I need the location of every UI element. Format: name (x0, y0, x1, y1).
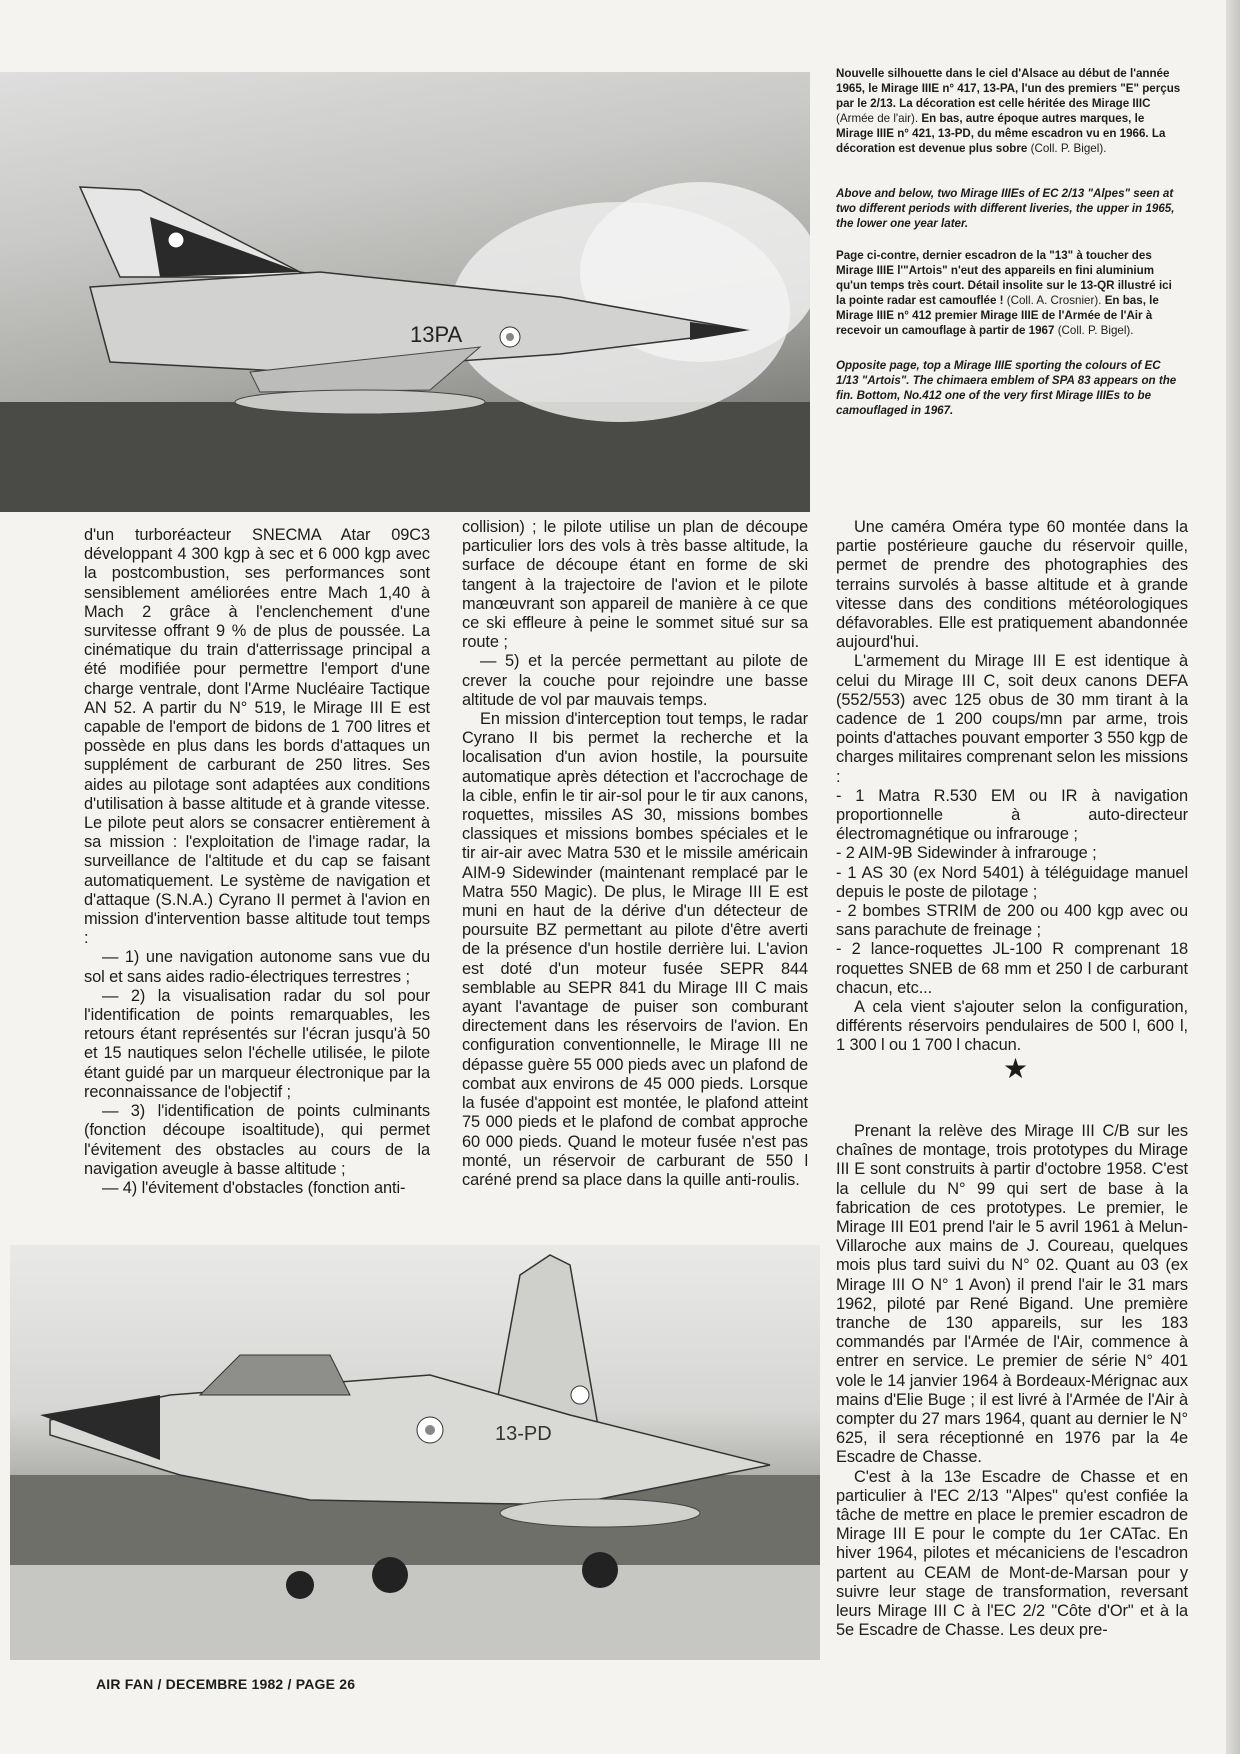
aircraft-marking-13pa: 13PA (410, 322, 463, 347)
list-item: - 2 bombes STRIM de 200 ou 400 kgp avec ou sans parachute de freinage ; (836, 902, 1188, 940)
caption-credit: (Coll. P. Bigel). (1030, 142, 1107, 155)
caption-english-1: Above and below, two Mirage IIIEs of EC 2/13 "Alpes" seen at two different periods with different liveries, the upper in 1965, the lower one year later. (836, 187, 1175, 230)
star-icon: ★ (1003, 1053, 1029, 1084)
article-column-2 (462, 518, 808, 1190)
paragraph: Une caméra Oméra type 60 montée dans la partie postérieure gauche du réservoir quille, permet de prendre des photographies des terrains survolés à basse altitude et à grande vitesse dans des conditions météorologiques défavorables. Elle est pratiquement abandonnée aujourd'hui. (836, 518, 1188, 652)
paragraph: Prenant la relève des Mirage III C/B sur les chaînes de montage, trois prototypes du Mirage III E sont construits à partir d'octobre 1958. C'est la cellule du N° 99 qui sert de base à la fabrication de ces prototypes. Le premier, le Mirage III E01 prend l'air le 5 avril 1961 à Melun-Villaroche aux mains de J. Coureau, quelques mois plus tard suivi du N° 02. Quant au 03 (ex Mirage III O N° 1 Avon) il prend l'air le 31 mars 1962, piloté par René Bigand. Une première tranche de 130 appareils, sur les 183 commandés par l'Armée de l'Air, commence à entrer en service. Le premier de série N° 401 vole le 14 janvier 1964 à Bordeaux-Mérignac aux mains d'Elie Buge ; il est livré à l'Armée de l'Air à compter du 27 mars 1964, quant au dernier le N° 625, il sera réceptionné en 1976 par la 4e Escadre de Chasse. (836, 1122, 1188, 1467)
list-item: - 2 AIM-9B Sidewinder à infrarouge ; (836, 844, 1097, 863)
caption-english-2: Opposite page, top a Mirage IIIE sporting the colours of EC 1/13 "Artois". The chimaera emblem of SPA 83 appears on the fin. Bottom, No.412 one of the very first Mirage IIIEs to be camouflaged in 1967. (836, 359, 1177, 417)
caption-credit: (Coll. P. Bigel). (1057, 324, 1134, 337)
paragraph: — 5) et la percée permettant au pilote de crever la couche pour rejoindre une basse altitude de vol par mauvais temps. (462, 652, 808, 709)
aircraft-marking-13pd: 13-PD (495, 1423, 552, 1445)
photo-mirage-13pd-on-ground (10, 1245, 820, 1660)
caption-text: En bas, autre époque autres marques, le Mirage IIIE n° 421, 13-PD, du même escadron vu en 1966. La décoration est devenue plus sobre (836, 112, 1166, 155)
list-item: - 1 AS 30 (ex Nord 5401) à téléguidage manuel depuis le poste de pilotage ; (836, 863, 1188, 901)
aircraft-illustration (10, 1245, 820, 1660)
paragraph: L'armement du Mirage III E est identique à celui du Mirage III C, soit deux canons DEFA (552/553) avec 125 obus de 30 mm tirant à la cadence de 1 200 coups/mn par arme, trois points d'attaches pouvant emporter 3 550 kgp de charges militaires comprenant selon les missions : (836, 652, 1188, 786)
photo-mirage-13pa-in-flight (0, 72, 810, 512)
caption-credit: (Armée de l'air). (836, 112, 919, 125)
page-edge (1226, 0, 1240, 1754)
aircraft-illustration (0, 72, 810, 512)
caption-text: Nouvelle silhouette dans le ciel d'Alsace au début de l'année 1965, le Mirage IIIE n° 417, 13-PA, l'un des premiers "E" perçus par le 2/13. La décoration est celle héritée des Mirage IIIC (836, 67, 1181, 110)
paragraph: d'un turboréacteur SNECMA Atar 09C3 développant 4 300 kgp à sec et 6 000 kgp avec la postcombustion, ses performances sont sensiblement améliorées entre Mach 1,40 à Mach 2 grâce à l'enclenchement d'une survitesse offrant 9 % de plus de poussée. La cinématique du train d'atterrissage principal a été modifiée pour permettre l'emport d'une charge ventrale, dont l'Arme Nucléaire Tactique AN 52. A partir du N° 519, le Mirage III E est capable de l'emport de bidons de 1 700 litres et possède en plus dans les bords d'attaques un supplément de carburant de 250 litres. Ses aides au pilotage sont adaptées aux conditions d'utilisation à basse altitude et à grande vitesse. Le pilote peut alors se consacrer entièrement à sa mission : l'exploitation de l'image radar, la surveillance de l'altitude et du cap se faisant automatiquement. Le système de navigation et d'attaque (S.N.A.) Cyrano II permet à l'avion en mission d'intervention basse altitude tout temps : (84, 526, 430, 948)
caption-credit: (Coll. A. Crosnier). (1006, 294, 1102, 307)
paragraph: — 2) la visualisation radar du sol pour l'identification de points remarquables, les retours étant représentés sur l'écran jusqu'à 50 et 15 nautiques selon l'échelle utilisée, le pilote étant guidé par un marqueur électronique par la reconnaissance de l'objectif ; (84, 986, 430, 1101)
list-item: - 2 lance-roquettes JL-100 R comprenant 18 roquettes SNEB de 68 mm et 250 l de carburant chacun, etc... (836, 940, 1188, 997)
caption-text: En bas, le Mirage IIIE n° 412 premier Mirage IIIE de l'Armée de l'Air à recevoir un camouflage à partir de 1967 (836, 294, 1159, 337)
paragraph: En mission d'interception tout temps, le radar Cyrano II bis permet la recherche et la localisation d'un avion hostile, la poursuite automatique après détection et l'accrochage de la cible, enfin le tir air-sol pour le tir aux canons, roquettes, missiles AS 30, missions bombes classiques et missions bombes spéciales et le tir air-air avec Matra 530 et le missile américain AIM-9 Sidewinder (maintenant remplacé par le Matra 550 Magic). De plus, le Mirage III E est muni en haut de la dérive d'un détecteur de poursuite BZ permettant au pilote d'être averti de la présence d'un hostile derrière lui. L'avion est doté d'un moteur fusée SEPR 844 semblable au SEPR 841 du Mirage III C mais ayant l'avantage de puiser son comburant directement dans les réservoirs de l'avion. En configuration conventionnelle, le Mirage III ne dépasse guère 55 000 pieds avec un plafond de combat aux environs de 45 000 pieds. Lorsque la fusée d'appoint est montée, le plafond atteint 75 000 pieds et le plafond de combat approche 60 000 pieds. Quand le moteur fusée n'est pas monté, un réservoir de carburant de 550 l caréné prend sa place dans la quille anti-roulis. (462, 710, 808, 1189)
paragraph: A cela vient s'ajouter selon la configuration, différents réservoirs pendulaires de 500 l, 600 l, 1 300 l ou 1 700 l chacun. (836, 998, 1188, 1055)
paragraph: collision) ; le pilote utilise un plan de découpe particulier lors des vols à très basse altitude, la surface de découpe étant en forme de ski tangent à la trajectoire de l'avion et le pilote manœuvrant son appareil de manière à ce que ce ski effleure à peine le sommet situé sur sa route ; (462, 518, 808, 652)
paragraph: — 1) une navigation autonome sans vue du sol et sans aides radio-électriques terrestres ; (84, 948, 430, 986)
paragraph: — 4) l'évitement d'obstacles (fonction anti- (102, 1178, 406, 1197)
caption-text: Page ci-contre, dernier escadron de la "13" à toucher des Mirage IIIE l'"Artois" n'eut des appareils en fini aluminium qu'un temps très court. Détail insolite sur le 13-QR illustré ici la pointe radar est camouflée ! (836, 249, 1172, 307)
article-column-3-continued (836, 1122, 1188, 1640)
list-item: - 1 Matra R.530 EM ou IR à navigation proportionnelle à auto-directeur électromagnétique ou infrarouge ; (836, 786, 1188, 844)
paragraph: — 3) l'identification de points culminants (fonction découpe isoaltitude), qui permet l'évitement des obstacles au cours de la navigation aveugle à basse altitude ; (84, 1102, 430, 1178)
caption-french-1 (836, 66, 1181, 156)
page-footer: AIR FAN / DECEMBRE 1982 / PAGE 26 (96, 1676, 356, 1692)
article-column-3 (836, 518, 1188, 1056)
paragraph: C'est à la 13e Escadre de Chasse et en particulier à l'EC 2/13 "Alpes" qu'est confiée la tâche de mettre en place le premier escadron de Mirage III E pour le compte du 1er CATac. En hiver 1964, pilotes et mécaniciens de l'escadron partent au CEAM de Mont-de-Marsan pour y suivre leur stage de transformation, reversant leurs Mirage III C à l'EC 2/2 "Côte d'Or" et à la 5e Escadre de Chasse. Les deux pre- (836, 1467, 1188, 1640)
caption-french-2 (836, 248, 1181, 338)
article-column-1 (84, 526, 430, 1198)
